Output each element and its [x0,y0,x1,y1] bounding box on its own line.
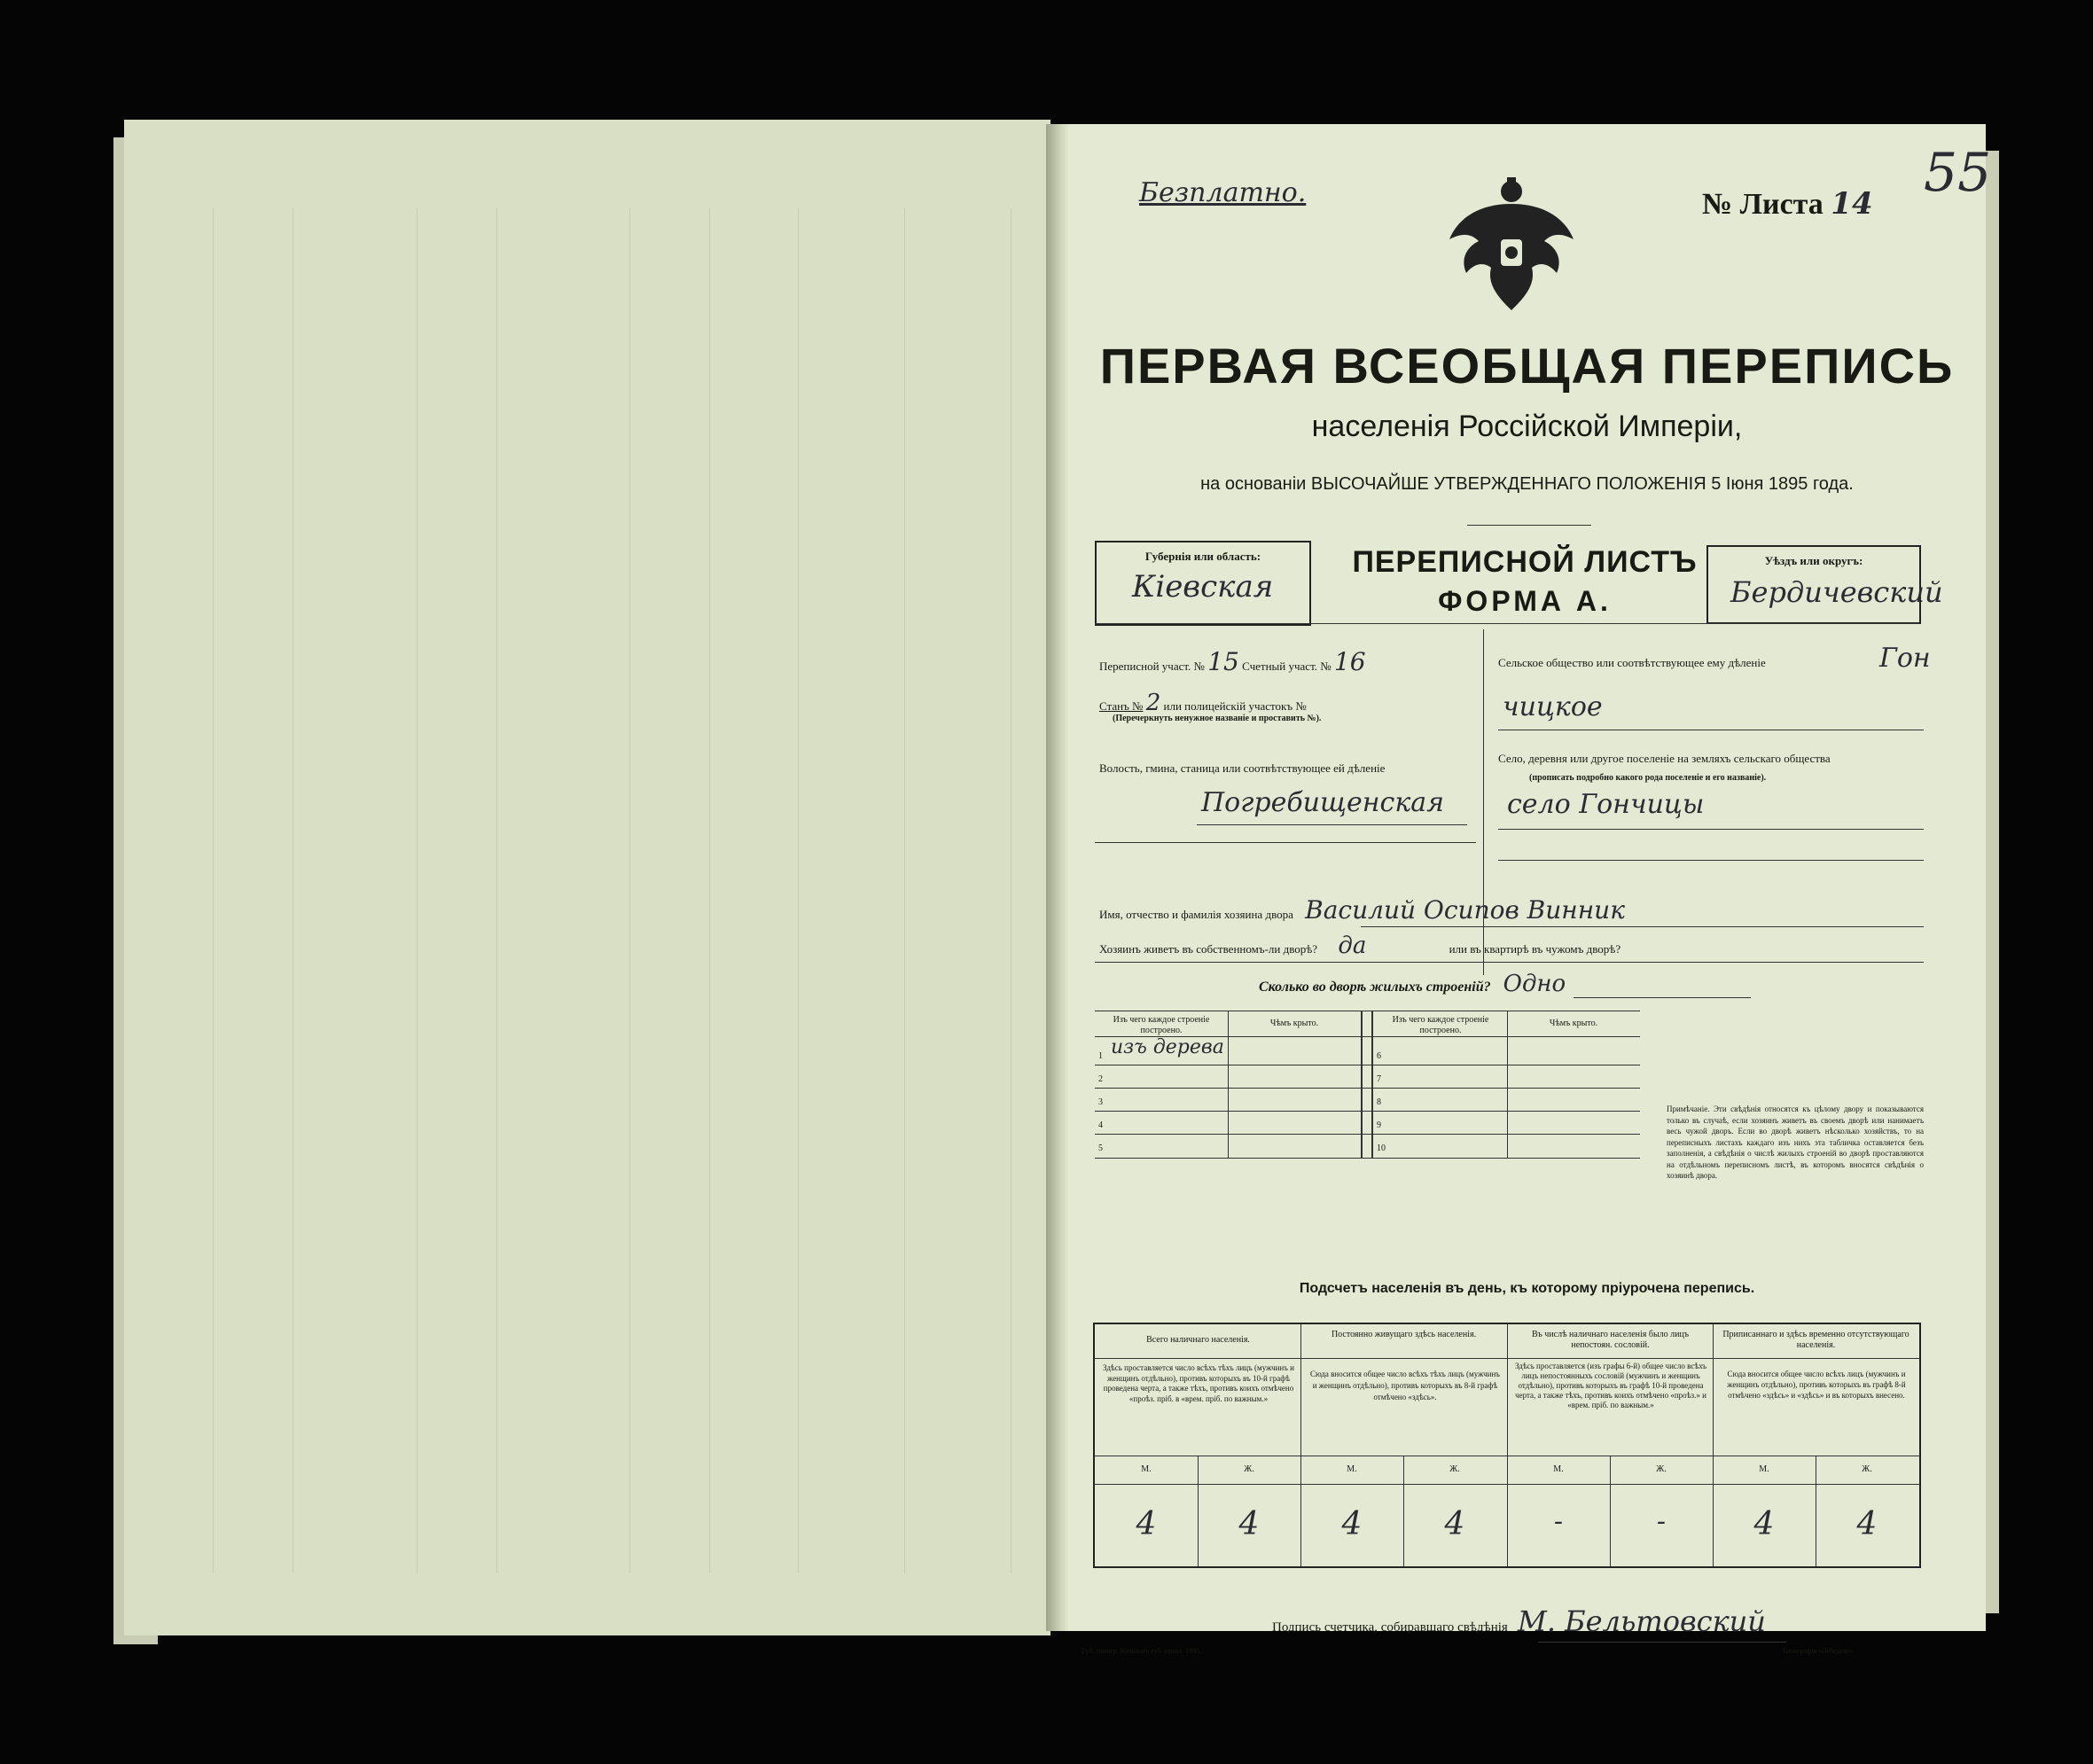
pt-col2-desc: Сюда вносится общее число всѣхъ тѣхъ лицъ (мужчинъ и женщинъ отдѣльно), противъ которыхъ въ 8-й графѣ отмѣчено «здѣсь». [1310,1370,1500,1401]
pt-col2-f: 4 [1444,1506,1465,1542]
society-value-2: чицкое [1503,691,1603,722]
folio-number: 55 [1924,142,1992,204]
header-underline [1095,623,1919,624]
bt-row-num: 2 [1098,1074,1103,1084]
free-label: Безплатно. [1139,177,1307,208]
population-table [1093,1323,1921,1568]
sheet-number [1702,186,1873,222]
buildings-note: Примѣчаніе. Эти свѣдѣнія относятся къ цѣлому двору и показываются только въ случаѣ, если хозяинъ живетъ въ своемъ дворѣ или нанимаетъ весь чужой дворъ. Если во дворѣ живетъ нѣсколько хозяйствъ, то на переписныхъ листахъ каждаго изъ нихъ эта табличка оставляется безъ заполненія, а свѣдѣнія о числѣ жилыхъ строеній во дворѣ проставляются на отдѣльномъ переписномъ листѣ, въ которомъ вносятся свѣдѣнія о хозяинѣ двора. [1667,1104,1924,1180]
village-label: Село, деревня или другое поселеніе на земляхъ сельскаго общества [1498,752,1831,765]
bt-divider-1 [1228,1011,1229,1158]
gubernia-label: Губернія или область: [1144,550,1261,563]
legal-basis-date: 5 Іюня 1895 года. [1711,474,1854,494]
owner-row [1099,895,1928,925]
buildings-label: Сколько во дворѣ жилыхъ строеній? [1259,980,1491,995]
pt-rule [1095,1358,1919,1359]
pt-rule [1095,1484,1919,1485]
owner-value: Василий Осипов Винник [1305,895,1625,925]
sheet-number-label: № Листа [1702,188,1824,221]
pt-col4-desc: Сюда вносится общее число всѣхъ лицъ (мужчинъ и женщинъ отдѣльно), противъ которыхъ въ графѣ 8-й отмѣчено «здѣсь» и «здѣсь» и въ которыхъ внесено. [1727,1370,1906,1400]
bt-row-numbers-right [1377,1045,1386,1160]
buildings-row [1259,971,1879,997]
col-roof-header-right: Чѣмъ крыто. [1549,1019,1598,1028]
pt-m-label: М. [1141,1464,1152,1474]
bt-row-num: 5 [1098,1143,1103,1153]
pt-col4-f: 4 [1856,1506,1878,1542]
stan-note: (Перечеркнуть ненужное названіе и проставить №). [1113,714,1322,723]
bt-row-numbers-left [1098,1045,1103,1160]
volost-label: Волость, гмина, станица или соотвѣтствующее ей дѣленіе [1099,761,1386,775]
bt-row-num: 8 [1377,1097,1381,1107]
uezd-label: Уѣздъ или округъ: [1764,554,1863,567]
pt-col1-f: 4 [1238,1506,1260,1542]
gubernia-box [1095,541,1311,626]
pt-col3-desc: Здѣсь проставляется (изъ графы 6-й) общее число всѣхъ лицъ непостоянныхъ сословій (мужчинъ и женщинъ отдѣльно), противъ которыхъ въ графѣ 10-й проведена черта, а также тѣхъ, противъ коихъ отмѣчено «проѣз.» и «врем. пріб. по важным.» [1514,1362,1707,1409]
volost-underline [1197,824,1467,825]
pt-col1-m: 4 [1136,1506,1157,1542]
population-heading: Подсчетъ населенія въ день, къ которому пріурочена перепись. [1299,1281,1755,1296]
census-district-label: Переписной участ. № [1099,660,1205,673]
legal-basis-caps: ВЫСОЧАЙШЕ УТВЕРЖДЕННАГО ПОЛОЖЕНІЯ [1310,474,1706,494]
bt-row-num: 10 [1377,1143,1386,1153]
buildings-table [1095,1011,1640,1159]
owner-label: Имя, отчество и фамилія хозяина двора [1099,908,1293,921]
signature-label: Подпись счетчика, собиравшаго свѣдѣнія [1272,1620,1508,1635]
bt-row-num: 4 [1098,1120,1103,1130]
list-title: ПЕРЕПИСНОЙ ЛИСТЪ [1352,545,1698,579]
pt-f-label: Ж. [1244,1464,1254,1474]
stan-value: 2 [1145,690,1161,716]
bt-rule [1095,1111,1640,1112]
census-sheet [1068,124,1992,1655]
pt-f-label: Ж. [1449,1464,1460,1474]
subtitle: населенія Россійской Имперіи, [1311,410,1743,443]
buildings-value: Одно [1503,971,1566,997]
printer-right: Типографія «Лебедева» [1782,1647,1854,1655]
village-underline-2 [1498,860,1924,861]
bt-divider-3 [1507,1011,1508,1158]
census-district-value: 15 [1207,647,1239,676]
bt-row-num: 3 [1098,1097,1103,1107]
pt-col2-m: 4 [1341,1506,1363,1542]
own-yard-row [1099,933,1928,959]
society-label: Сельское общество или соотвѣтствующее ему дѣленіе [1498,656,1766,669]
uezd-value: Бердичевский [1730,575,1943,609]
pt-col1-desc: Здѣсь проставляется число всѣхъ тѣхъ лицъ (мужчинъ и женщинъ отдѣльно), противъ которыхъ въ 10-й графѣ проведена черта, а также тѣхъ, противъ коихъ отмѣчено «проѣз. пріб. в «врем. пріб. по важным.» [1103,1363,1294,1403]
gubernia-value: Кіевская [1132,569,1274,605]
pt-col4-title: Приписаннаго и здѣсь временно отсутствующаго населенія. [1722,1330,1909,1350]
bt-row-num: 7 [1377,1074,1381,1084]
legal-basis-pre: на основаніи [1200,474,1307,494]
main-title: ПЕРВАЯ ВСЕОБЩАЯ ПЕРЕПИСЬ [1099,338,1955,394]
own-yard-underline [1095,962,1924,963]
sheet-number-value: 14 [1831,186,1873,222]
col-from-header-right: Изъ чего каждое строеніе построено. [1392,1015,1489,1035]
signature-row [1272,1604,1910,1638]
signature-underline [1538,1642,1786,1643]
pt-m-label: М. [1759,1464,1769,1474]
bt-rule [1095,1134,1640,1135]
pt-m-label: М. [1347,1464,1357,1474]
left-page [124,120,1050,1635]
book-spine [1046,124,1071,1631]
pt-col3-title: Въ числѣ наличнаго населенія было лицъ непостоян. сословій. [1531,1330,1690,1350]
village-value: село Гончицы [1507,789,1705,820]
printer-left: Губ. типогр. Кіевскаго губ. правл. 1895. [1082,1647,1202,1655]
ornament-divider [1467,525,1591,526]
census-list-title [1316,545,1733,618]
col-from-header-left: Изъ чего каждое строеніе построено. [1113,1015,1210,1035]
bt-row-num: 9 [1377,1120,1381,1130]
village-underline [1498,829,1924,830]
uezd-box [1706,545,1943,624]
pt-f-label: Ж. [1656,1464,1667,1474]
village-note: (прописать подробно какого рода поселеніе и его названіе). [1529,773,1767,783]
bt-row-num: 6 [1377,1051,1381,1061]
bt-rule [1095,1088,1640,1089]
owner-underline [1361,926,1924,927]
stan-label: Станъ № [1099,699,1144,713]
count-district-label: Счетный участ. № [1242,660,1332,673]
pt-col1-title: Всего наличнаго населенія. [1146,1335,1250,1345]
form-name: ФОРМА А. [1438,585,1612,617]
volost-value: Погребищенская [1201,787,1444,818]
pt-col2-title: Постоянно живущаго здѣсь населенія. [1331,1330,1477,1339]
census-district-row [1099,647,1480,676]
pt-m-label: М. [1553,1464,1564,1474]
apartment-label: или въ квартирѣ въ чужомъ дворѣ? [1449,942,1621,956]
legal-basis [1068,474,1986,495]
faint-grid [213,208,1011,1573]
bt-center-double-rule [1361,1011,1373,1158]
bt-row-num: 1 [1098,1051,1103,1061]
buildings-underline [1574,997,1751,998]
pt-f-label: Ж. [1862,1464,1872,1474]
pt-col4-m: 4 [1753,1506,1775,1542]
society-value-1: Гон [1879,643,1931,674]
col-roof-header-left: Чѣмъ крыто. [1269,1019,1319,1028]
own-yard-label: Хозяинъ живетъ въ собственномъ-ли дворѣ? [1099,942,1318,956]
left-block-bottom [1095,842,1476,843]
count-district-value: 16 [1333,647,1366,676]
pt-col3-m: - [1553,1506,1564,1537]
own-yard-value: да [1338,933,1367,959]
stan-row [1099,690,1480,716]
coat-of-arms [1445,177,1578,319]
pt-col3-f: - [1656,1506,1667,1537]
bt-row1-value: изъ дерева [1111,1036,1224,1058]
signature-value: М. Бельтовский [1518,1604,1766,1638]
police-label: или полицейскій участокъ № [1163,699,1307,713]
